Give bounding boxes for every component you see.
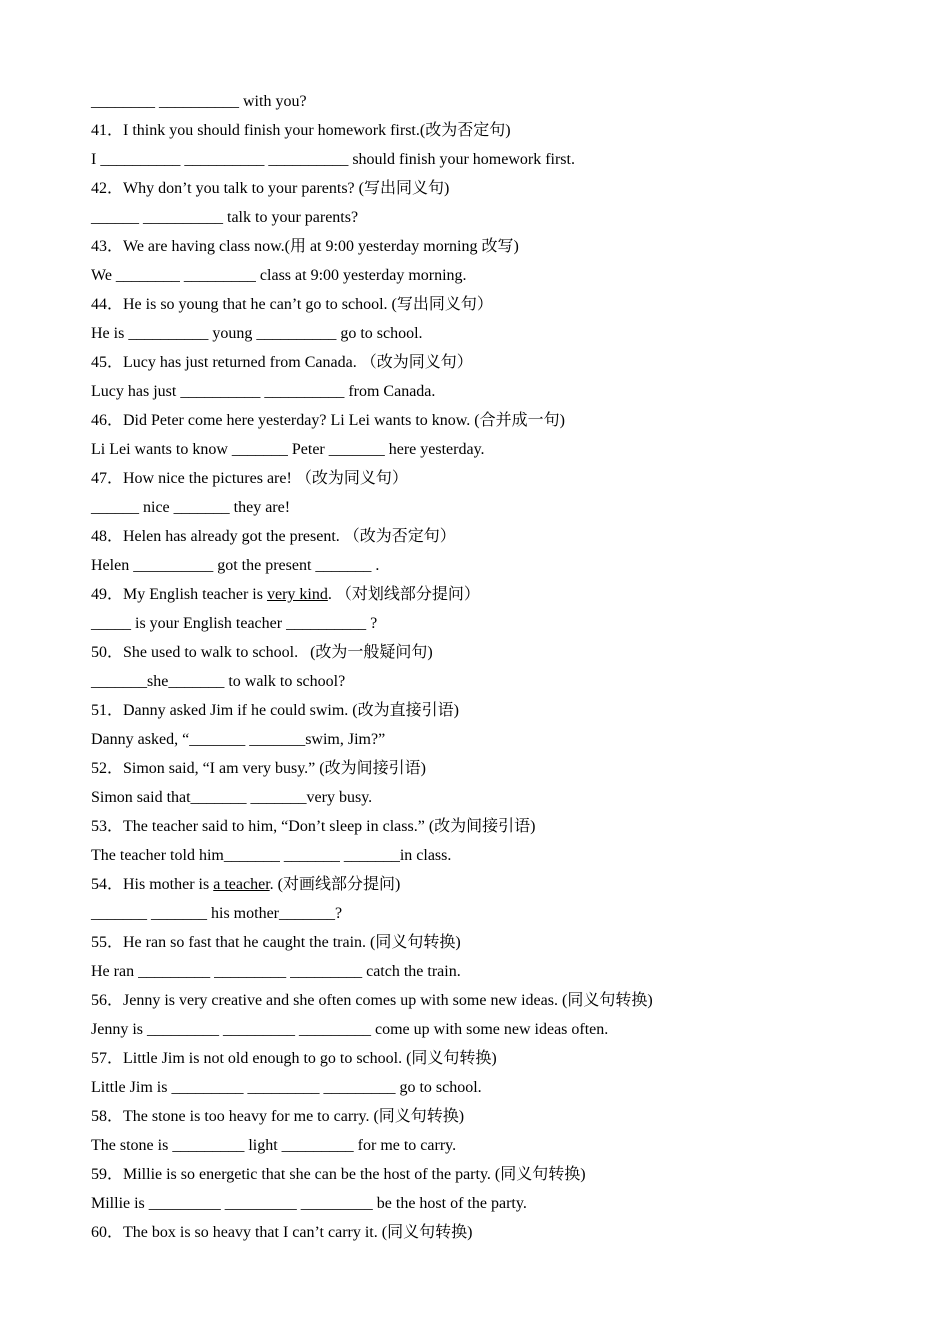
question-line: 41．I think you should finish your homework first.(改为否定句) [91,122,511,139]
question-line: 42．Why don’t you talk to your parents? (写出同义句) [91,180,450,197]
answer-line: The teacher told him_______ _______ _______in class. [91,847,452,864]
answer-line: Little Jim is _________ _________ _________ go to school. [91,1079,482,1096]
question-line: 57．Little Jim is not old enough to go to school. (同义句转换) [91,1050,497,1067]
question-line: 53．The teacher said to him, “Don’t sleep in class.” (改为间接引语) [91,818,536,835]
question-line: 48．Helen has already got the present. （改为否定句） [91,528,456,545]
answer-line: _____ is your English teacher __________ ? [91,615,378,632]
question-line: 56．Jenny is very creative and she often comes up with some new ideas. (同义句转换) [91,992,653,1009]
answer-line: ______ __________ talk to your parents? [91,209,359,226]
answer-line: Millie is _________ _________ _________ be the host of the party. [91,1195,527,1212]
question-line [91,870,911,899]
answer-line: _______ _______ his mother_______? [91,905,343,922]
question-line: 60．The box is so heavy that I can’t carry it. (同义句转换) [91,1224,473,1241]
question-line: 55．He ran so fast that he caught the train. (同义句转换) [91,934,461,951]
answer-line: He is __________ young __________ go to school. [91,325,423,342]
answer-line: ________ __________ with you? [91,93,307,110]
answer-line: Danny asked, “_______ _______swim, Jim?” [91,731,386,748]
answer-line: The stone is _________ light _________ for me to carry. [91,1137,457,1154]
question-line: 45．Lucy has just returned from Canada. （改为同义句） [91,354,473,371]
question-line [91,580,911,609]
question-line: 58．The stone is too heavy for me to carry. (同义句转换) [91,1108,465,1125]
answer-line: He ran _________ _________ _________ catch the train. [91,963,461,980]
question-text: 49．My English teacher is [91,586,267,603]
question-line: 52．Simon said, “I am very busy.” (改为间接引语) [91,760,426,777]
answer-line: Jenny is _________ _________ _________ come up with some new ideas often. [91,1021,609,1038]
question-instruction: . （对划线部分提问） [327,586,480,603]
question-line: 59．Millie is so energetic that she can be the host of the party. (同义句转换) [91,1166,586,1183]
answer-line: Simon said that_______ _______very busy. [91,789,373,806]
question-line: 50．She used to walk to school. (改为一般疑问句) [91,644,433,661]
answer-line: Helen __________ got the present _______ . [91,557,380,574]
answer-line: We ________ _________ class at 9:00 yesterday morning. [91,267,467,284]
question-line: 46．Did Peter come here yesterday? Li Lei wants to know. (合并成一句) [91,412,565,429]
answer-line: ______ nice _______ they are! [91,499,291,516]
question-instruction: . (对画线部分提问) [269,876,401,893]
question-line: 47．How nice the pictures are! （改为同义句） [91,470,408,487]
question-line: 51．Danny asked Jim if he could swim. (改为直接引语) [91,702,459,719]
answer-line: Li Lei wants to know _______ Peter _______ here yesterday. [91,441,485,458]
worksheet-page [91,87,911,1247]
question-text: 54．His mother is [91,876,214,893]
question-line: 44．He is so young that he can’t go to school. (写出同义句） [91,296,493,313]
question-line: 43．We are having class now.(用 at 9:00 yesterday morning 改写) [91,238,519,255]
underlined-phrase: a teacher [213,876,270,893]
underlined-phrase: very kind [266,586,328,603]
answer-line: _______she_______ to walk to school? [91,673,346,690]
answer-line: I __________ __________ __________ should finish your homework first. [91,151,575,168]
answer-line: Lucy has just __________ __________ from Canada. [91,383,436,400]
